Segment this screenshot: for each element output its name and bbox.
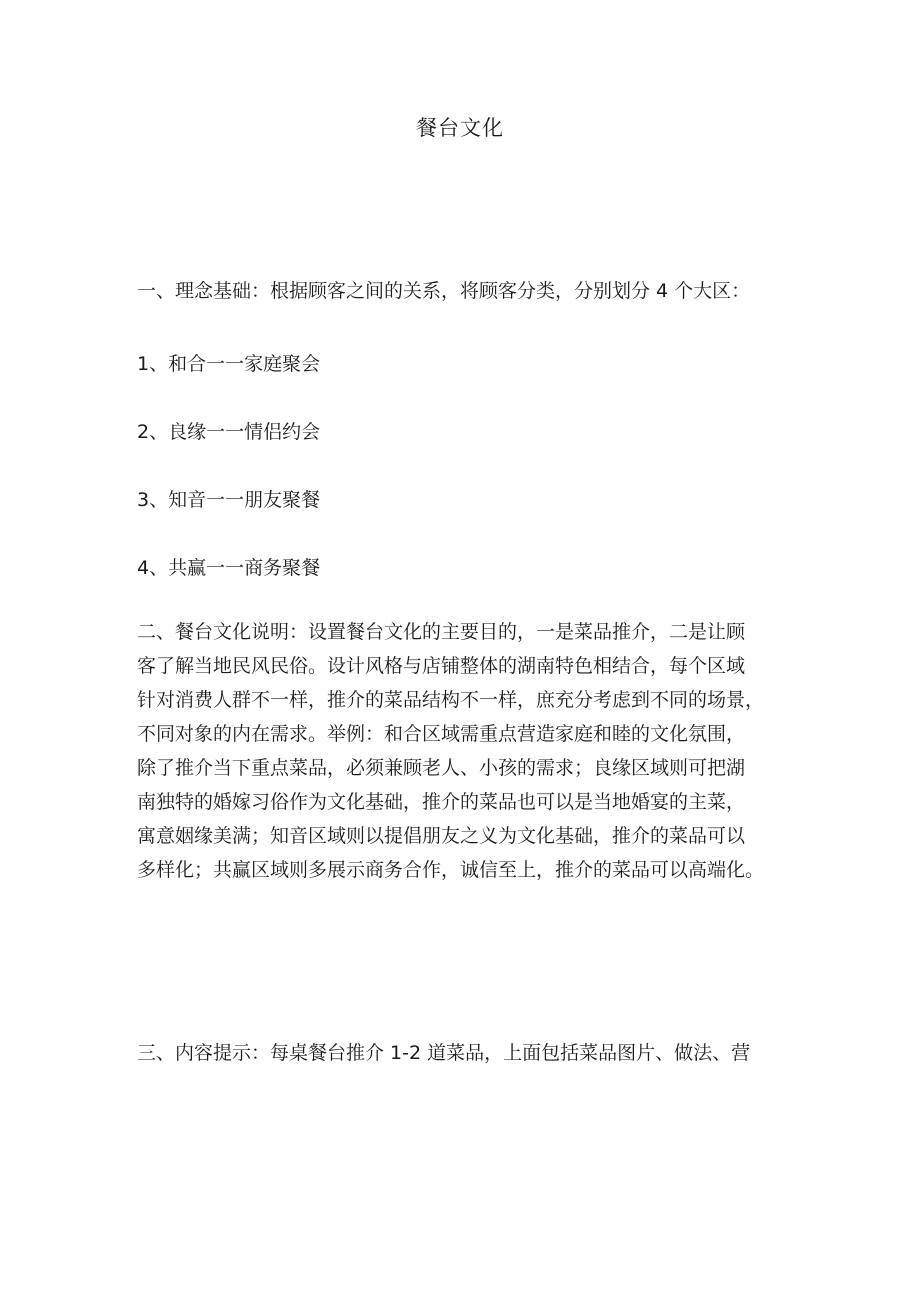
category-item-friends: 3、知音一一朋友聚餐 <box>137 489 321 511</box>
section2-line: 不同对象的内在需求。举例：和合区域需重点营造家庭和睦的文化氛围， <box>137 723 746 745</box>
section2-line: 除了推介当下重点菜品，必须兼顾老人、小孩的需求；良缘区域则可把湖 <box>137 757 746 779</box>
section1-heading: 一、理念基础：根据顾客之间的关系，将顾客分类，分别划分 4 个大区： <box>137 280 751 302</box>
category-item-couple: 2、良缘一一情侣约会 <box>137 421 321 443</box>
section2-line: 多样化；共赢区域则多展示商务合作，诚信至上，推介的菜品可以高端化。 <box>137 859 765 881</box>
section2-line: 针对消费人群不一样，推介的菜品结构不一样，庶充分考虑到不同的场景， <box>137 689 765 711</box>
section2-line: 客了解当地民风民俗。设计风格与店铺整体的湖南特色相结合，每个区域 <box>137 655 746 677</box>
section2-line: 南独特的婚嫁习俗作为文化基础，推介的菜品也可以是当地婚宴的主菜， <box>137 791 746 813</box>
section2-paragraph <box>137 615 797 887</box>
document-title: 餐台文化 <box>416 116 504 140</box>
category-item-business: 4、共赢一一商务聚餐 <box>137 557 321 579</box>
section2-line: 寓意姻缘美满；知音区域则以提倡朋友之义为文化基础，推介的菜品可以 <box>137 825 746 847</box>
category-item-family: 1、和合一一家庭聚会 <box>137 353 321 375</box>
section3-line: 三、内容提示：每桌餐台推介 1-2 道菜品，上面包括菜品图片、做法、营 <box>137 1042 751 1064</box>
section2-line: 二、餐台文化说明：设置餐台文化的主要目的，一是菜品推介，二是让顾 <box>137 621 746 643</box>
